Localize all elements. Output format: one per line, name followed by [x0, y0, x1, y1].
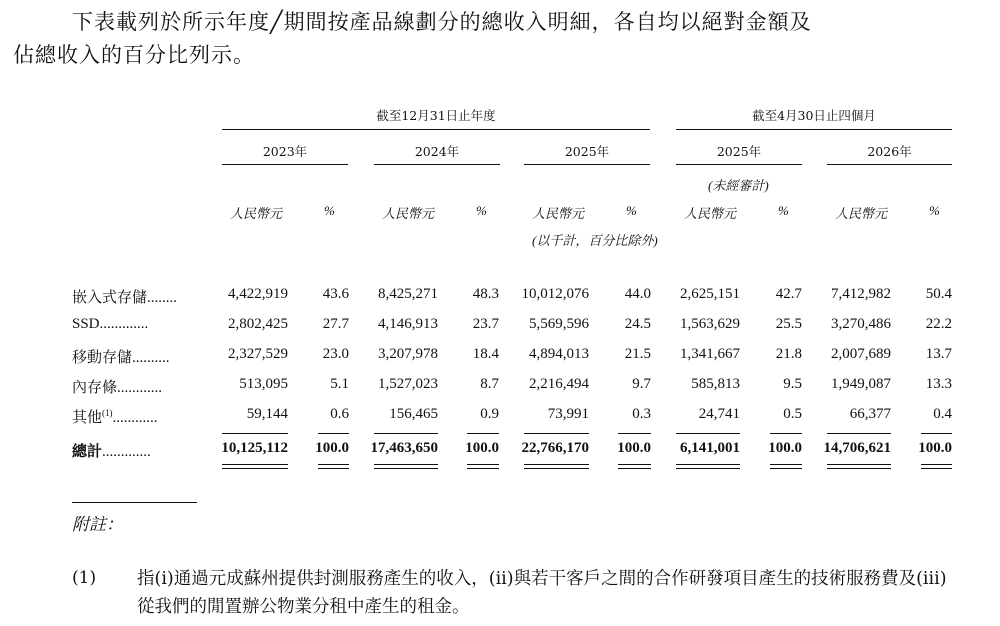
total-cell: 17,463,650 [370, 440, 438, 456]
total-cell: 6,141,001 [680, 440, 740, 456]
table-cell: 21.8 [775, 346, 802, 362]
double-rule [524, 468, 589, 469]
table-cell: 5.1 [330, 376, 349, 392]
table-cell: 10,012,076 [521, 286, 589, 302]
note-text: 指(i)通過元成蘇州提供封測服務產生的收入，(ii)與若干客戶之間的合作研發項目產生的技術服務費及(iii)從我們的閒置辦公物業分租中產生的租金。 [137, 569, 947, 617]
table-cell: 9.7 [632, 376, 651, 392]
table-cell: 5,569,596 [529, 316, 589, 332]
double-rule [318, 468, 349, 469]
table-cell: 4,894,013 [529, 346, 589, 362]
footnote-ref: (1) [102, 408, 113, 418]
year-header: 2023年 [262, 144, 308, 159]
table-cell: 18.4 [472, 346, 499, 362]
total-cell: 100.0 [617, 440, 651, 456]
unit-note: (以千計，百分比除外) [532, 233, 658, 248]
row-label-text: SSD [72, 316, 100, 332]
table-cell: 0.5 [783, 406, 802, 422]
note-number: (1) [72, 568, 97, 588]
table-cell: 4,146,913 [378, 316, 438, 332]
table-cell: 25.5 [775, 316, 802, 332]
unit-label: 人民幣元 [532, 206, 585, 221]
subtotal-rule [374, 433, 438, 434]
table-cell: 513,095 [239, 376, 288, 392]
double-rule [524, 464, 589, 465]
leader-dots: .......... [132, 350, 170, 366]
pct-label: % [929, 203, 940, 218]
table-cell: 0.6 [330, 406, 349, 422]
total-cell: 100.0 [465, 440, 499, 456]
double-rule [618, 464, 651, 465]
table-cell: 66,377 [849, 406, 891, 422]
table-cell: 21.5 [624, 346, 651, 362]
double-rule [827, 464, 891, 465]
group-header-period: 截至4月30日止四個月 [752, 108, 876, 123]
year-rule [222, 164, 348, 165]
table-cell: 0.3 [632, 406, 651, 422]
subtotal-rule [827, 433, 891, 434]
total-label-text: 總計 [72, 444, 103, 460]
double-rule [467, 468, 499, 469]
row-label-text: 其他 [72, 410, 103, 426]
group-header-year: 截至12月31日止年度 [376, 108, 496, 123]
intro-line-1: 下表載列於所示年度╱期間按產品線劃分的總收入明細，各自均以絕對金額及 [72, 10, 812, 34]
unit-label: 人民幣元 [230, 206, 283, 221]
subtotal-rule [318, 433, 349, 434]
table-cell: 156,465 [389, 406, 438, 422]
row-label-text: 移動存儲 [72, 350, 133, 366]
row-label-text: 嵌入式存儲 [72, 290, 148, 306]
leader-dots: ........ [147, 290, 178, 306]
double-rule [374, 464, 438, 465]
table-cell: 43.6 [322, 286, 349, 302]
table-cell: 1,949,087 [831, 376, 891, 392]
table-cell: 73,991 [547, 406, 589, 422]
table-cell: 3,207,978 [378, 346, 438, 362]
table-cell: 585,813 [691, 376, 740, 392]
leader-dots: ............ [112, 410, 158, 426]
unaudited-note: (未經審計) [708, 178, 769, 193]
pct-label: % [778, 203, 789, 218]
table-cell: 2,007,689 [831, 346, 891, 362]
subtotal-rule [770, 433, 802, 434]
table-cell: 48.3 [472, 286, 499, 302]
double-rule [618, 468, 651, 469]
notes-heading: 附註： [72, 515, 123, 535]
double-rule [222, 464, 288, 465]
table-cell: 50.4 [925, 286, 952, 302]
total-cell: 14,706,621 [823, 440, 891, 456]
table-cell: 22.2 [925, 316, 952, 332]
total-cell: 100.0 [315, 440, 349, 456]
subtotal-rule [921, 433, 952, 434]
table-cell: 0.9 [480, 406, 499, 422]
unit-label: 人民幣元 [684, 206, 737, 221]
table-cell: 0.4 [933, 406, 952, 422]
table-cell: 1,527,023 [378, 376, 438, 392]
table-cell: 59,144 [246, 406, 288, 422]
double-rule [921, 468, 952, 469]
table-cell: 4,422,919 [228, 286, 288, 302]
table-cell: 44.0 [624, 286, 651, 302]
year-rule [676, 164, 802, 165]
table-cell: 2,625,151 [680, 286, 740, 302]
unit-label: 人民幣元 [382, 206, 435, 221]
subtotal-rule [222, 433, 288, 434]
table-cell: 23.0 [322, 346, 349, 362]
year-rule [524, 164, 650, 165]
double-rule [770, 468, 802, 469]
table-cell: 3,270,486 [831, 316, 891, 332]
table-cell: 24.5 [624, 316, 651, 332]
unit-label: 人民幣元 [835, 206, 888, 221]
table-cell: 9.5 [783, 376, 802, 392]
year-header: 2025年 [564, 144, 610, 159]
total-cell: 10,125,112 [221, 440, 288, 456]
table-cell: 8.7 [480, 376, 499, 392]
row-label-text: 內存條 [72, 380, 118, 396]
pct-label: % [324, 203, 335, 218]
total-cell: 100.0 [918, 440, 952, 456]
table-cell: 2,802,425 [228, 316, 288, 332]
table-cell: 13.3 [925, 376, 952, 392]
leader-dots: ............. [99, 316, 149, 332]
intro-paragraph [13, 6, 972, 72]
total-cell: 100.0 [768, 440, 802, 456]
pct-label: % [476, 203, 487, 218]
double-rule [921, 464, 952, 465]
table-cell: 24,741 [698, 406, 740, 422]
double-rule [676, 464, 740, 465]
subtotal-rule [467, 433, 499, 434]
subtotal-rule [618, 433, 651, 434]
leader-dots: ............. [102, 444, 151, 460]
table-cell: 13.7 [925, 346, 952, 362]
subtotal-rule [524, 433, 589, 434]
double-rule [467, 464, 499, 465]
double-rule [374, 468, 438, 469]
intro-line-2: 佔總收入的百分比列示。 [13, 43, 255, 67]
double-rule [827, 468, 891, 469]
year-rule [374, 164, 500, 165]
year-header: 2024年 [414, 144, 460, 159]
table-cell: 7,412,982 [831, 286, 891, 302]
table-cell: 42.7 [775, 286, 802, 302]
group-rule [676, 129, 952, 130]
year-header: 2025年 [716, 144, 762, 159]
table-cell: 1,341,667 [680, 346, 740, 362]
table-cell: 23.7 [472, 316, 499, 332]
table-cell: 2,216,494 [529, 376, 589, 392]
double-rule [318, 464, 349, 465]
pct-label: % [626, 203, 637, 218]
group-rule [222, 129, 650, 130]
double-rule [770, 464, 802, 465]
subtotal-rule [676, 433, 740, 434]
double-rule [676, 468, 740, 469]
total-cell: 22,766,170 [521, 440, 589, 456]
leader-dots: ............ [117, 380, 163, 396]
year-rule [827, 164, 952, 165]
table-cell: 8,425,271 [378, 286, 438, 302]
table-cell: 27.7 [322, 316, 349, 332]
table-cell: 1,563,629 [680, 316, 740, 332]
notes-divider [72, 502, 197, 503]
year-header: 2026年 [867, 144, 912, 159]
double-rule [222, 468, 288, 469]
table-cell: 2,327,529 [228, 346, 288, 362]
